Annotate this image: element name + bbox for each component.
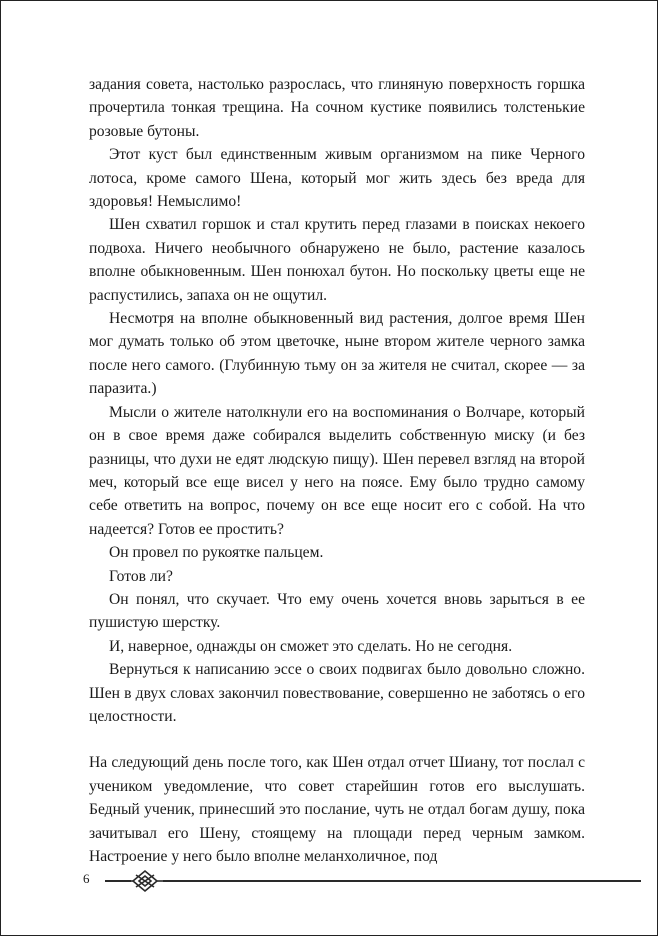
endless-knot-icon [105,869,641,893]
paragraph: И, наверное, однажды он сможет это сделать. Но не сегодня. [109,637,513,655]
paragraph: Готов ли? [109,567,173,585]
paragraph: задания совета, настолько разрослась, что глиняную поверхность горшка прочертила тонкая трещина. На сочном кустике появились толстенькие розовые бутоны. [89,76,585,140]
body-text [89,73,585,868]
paragraph: Шен схватил горшок и стал крутить перед глазами в поисках некоего подвоха. Ничего необычного обнаружено не было, растение казалось вполне обыкновенным. Шен понюхал бутон. Но поскольку цветы еще не распустились, запаха он не ощутил. [89,216,585,304]
paragraph: Мысли о жителе натолкнули его на воспоминания о Волчаре, который он в свое время даже собирался выделить собственную миску (и без разницы, что духи не едят людскую пищу). Шен перевел взгляд на второй меч, который все еще висел у него на поясе. Ему было трудно самому себе ответить на вопрос, почему он все еще носит его с собой. На что надеется? Готов ее простить? [89,403,585,538]
knot-ornament [127,871,163,891]
section-start-paragraph: На следующий день после того, как Шен отдал отчет Шиану, тот послал с учеником уведомление, что совет старейшин готов его выслушать. Бедный ученик, принесший это послание, чуть не отдал богам душу, пока зачитывал его Шену, стоящему на площади перед черным замком. Настроение у него было вполне меланхоличное, под [89,754,585,865]
paragraph: Несмотря на вполне обыкновенный вид растения, долгое время Шен мог думать только об этом цветочке, ныне втором жителе черного замка после него самого. (Глубинную тьму он за жителя не считал, скорее — за паразита.) [89,310,585,398]
paragraph: Этот куст был единственным живым организмом на пике Черного лотоса, кроме самого Шена, который мог жить здесь без вреда для здоровья! Немыслимо! [89,146,585,211]
page-footer [83,869,643,893]
paragraph: Он понял, что скучает. Что ему очень хочется вновь зарыться в ее пушистую шерстку. [89,590,585,632]
paragraph: Он провел по рукоятке пальцем. [109,544,324,562]
page-number: 6 [83,871,90,886]
paragraph: Вернуться к написанию эссе о своих подвигах было довольно сложно. Шен в двух словах закончил повествование, совершенно не заботясь о его целостности. [89,661,585,725]
